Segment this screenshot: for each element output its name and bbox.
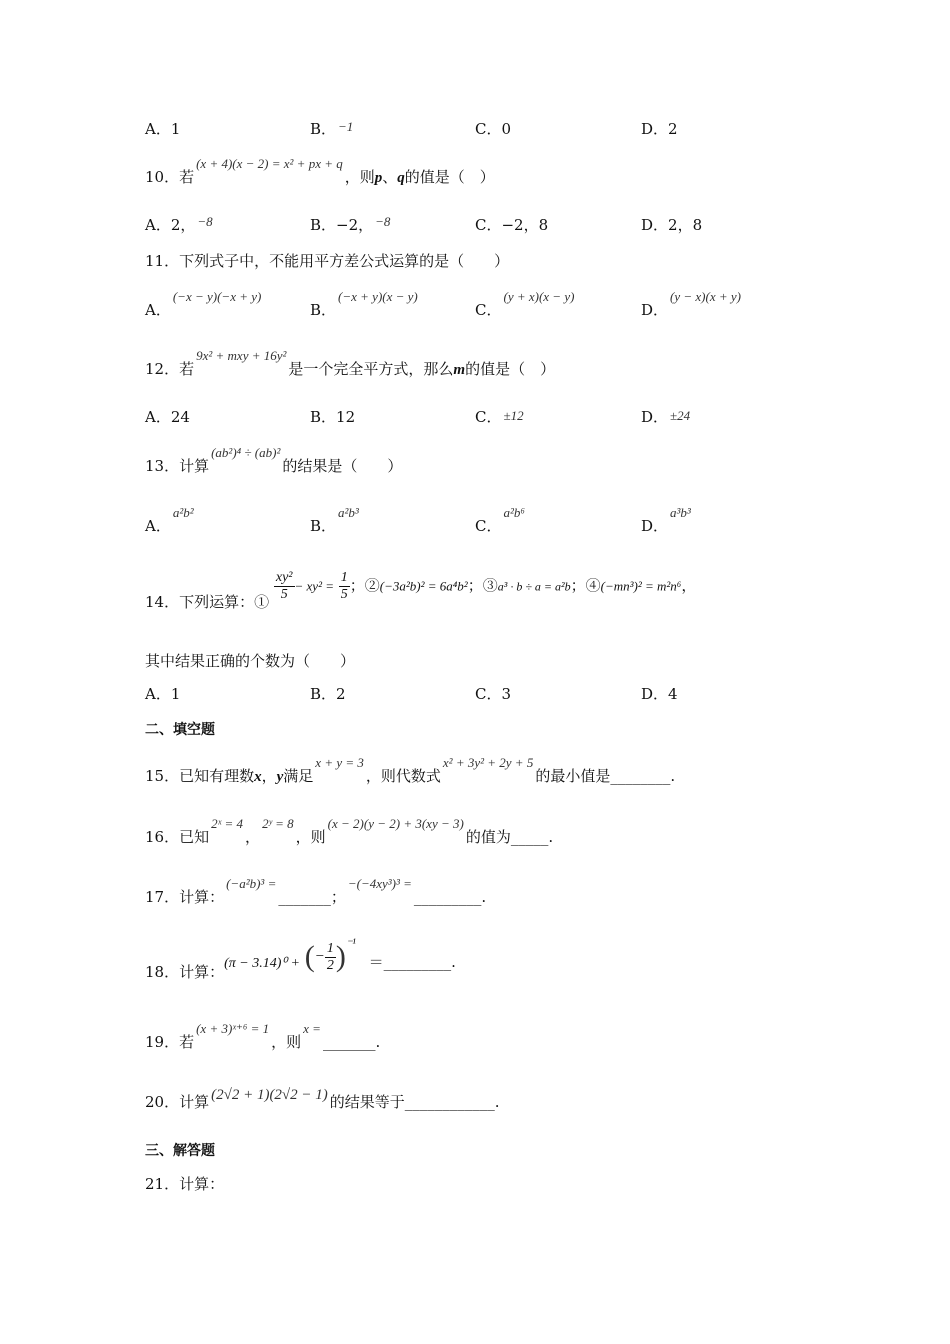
q15-number: 15．已知有理数	[145, 767, 255, 785]
q19-mid: ，则	[271, 1033, 302, 1051]
q18-fraction	[325, 941, 336, 974]
q9-option-b-label: B．	[310, 120, 337, 138]
q14-number: 14．下列运算：①	[145, 592, 270, 611]
q13-option-a-label: A．	[145, 517, 171, 535]
q9-option-a: A．1	[145, 120, 181, 138]
q17-blank-2: _________.	[413, 888, 487, 906]
q10-option-b	[310, 214, 392, 235]
q14-end: ，	[681, 576, 697, 595]
q13-option-a	[145, 505, 196, 536]
q12-var-m: m	[453, 362, 466, 378]
q19-blank: _______.	[322, 1033, 381, 1051]
q9-option-b-math: −1	[338, 119, 354, 134]
q10-option-b-label: B．−2，	[310, 216, 374, 234]
q9-option-d: D．2	[641, 120, 678, 138]
q11-option-b-label: B．	[310, 301, 337, 319]
question-21: 21．计算：	[145, 1175, 225, 1193]
question-15	[145, 755, 676, 786]
q14-expression-2: (−3a²b)² = 6a⁴b²	[379, 578, 468, 594]
q19-expression-1: (x + 3)ˣ⁺⁶ = 1	[196, 1021, 270, 1036]
q12-option-b: B．12	[310, 408, 356, 426]
question-20	[145, 1087, 500, 1112]
q16-text: 的值为_____.	[465, 828, 554, 846]
q20-blank: 的结果等于____________.	[329, 1093, 500, 1111]
q12-option-c	[475, 406, 526, 427]
q18-number: 18．计算：	[145, 963, 225, 981]
q11-option-d-math: (y − x)(x + y)	[670, 289, 741, 304]
question-13	[145, 445, 403, 476]
q10-var-p: p	[374, 170, 383, 186]
q15-mid: 满足	[283, 767, 314, 785]
q10-option-c: C．−2，8	[475, 216, 549, 234]
q10-option-a	[145, 214, 215, 235]
q13-option-b	[310, 505, 361, 536]
question-14	[145, 570, 697, 611]
q14-sep-4: ；④	[570, 576, 601, 595]
section-fill-in-blank: 二、填空题	[145, 722, 215, 738]
q14-mid-1: − xy² =	[294, 578, 334, 594]
q15-expression-1: x + y = 3	[315, 755, 364, 770]
q13-option-b-label: B．	[310, 517, 337, 535]
q14-sep-2: ；②	[349, 576, 380, 595]
question-10	[145, 156, 495, 187]
q18-fraction-den: 2	[326, 957, 334, 973]
q9-option-b	[310, 118, 355, 139]
q12-number: 12．若	[145, 360, 195, 378]
question-12	[145, 348, 556, 379]
q14-sep-3: ；③	[467, 576, 498, 595]
q16-comma-1: ，	[245, 828, 261, 846]
q13-option-c	[475, 505, 527, 536]
q15-comma: ，	[261, 767, 277, 785]
q15-var-y: y	[276, 769, 284, 785]
q20-number: 20．计算	[145, 1093, 210, 1111]
q17-number: 17．计算：	[145, 888, 225, 906]
q14-option-b: B．2	[310, 685, 346, 703]
q15-text-b: 的最小值是________.	[535, 767, 676, 785]
q14-option-d: D．4	[641, 685, 678, 703]
q11-option-c	[475, 289, 576, 320]
q13-option-d	[641, 505, 693, 536]
q17-expression-2: −(−4xy³)³ =	[347, 876, 412, 891]
q11-option-c-label: C．	[475, 301, 502, 319]
question-18: 18．计算：(π − 3.14)⁰ + (− $\frac{1}{2}$ )$^{^{-1}}$ ＝_________.	[145, 936, 456, 981]
q11-option-c-math: (y + x)(x − y)	[503, 289, 575, 304]
q11-option-b	[310, 289, 420, 320]
q12-option-c-label: C．	[475, 408, 502, 426]
q19-expression-2: x =	[303, 1021, 321, 1036]
q12-option-d	[641, 406, 692, 427]
q12-option-d-label: D．	[641, 408, 669, 426]
q18-blank: ＝_________.	[368, 953, 456, 971]
q16-comma-2: ，则	[295, 828, 326, 846]
q13-number: 13．计算	[145, 457, 210, 475]
q12-option-c-math: ±12	[503, 408, 524, 423]
q19-number: 19．若	[145, 1033, 195, 1051]
q14-fraction-2	[339, 570, 350, 603]
q13-option-b-math: a²b³	[338, 505, 359, 520]
question-11: 11．下列式子中，不能用平方差公式运算的是（ ）	[145, 252, 510, 270]
q14-fraction-1	[274, 570, 295, 603]
q16-expression-1: 2ˣ = 4	[211, 816, 244, 831]
section-solutions: 三、解答题	[145, 1143, 215, 1159]
q13-option-d-label: D．	[641, 517, 669, 535]
q14-fraction-2-num: 1	[340, 570, 348, 585]
q14-line-2: 其中结果正确的个数为（ ）	[145, 652, 356, 670]
q14-option-a: A．1	[145, 685, 181, 703]
q18-exponent: ⁻¹	[345, 936, 356, 950]
q18-fraction-num: 1	[326, 940, 334, 956]
q17-expression-1: (−a²b)³ =	[226, 876, 277, 891]
q14-expression-3: a³ · b ÷ a = a²b	[497, 579, 571, 594]
q15-expression-2: x² + 3y² + 2y + 5	[442, 755, 534, 770]
q11-option-d	[641, 289, 743, 320]
q16-expression-3: (x − 2)(y − 2) + 3(xy − 3)	[327, 816, 464, 831]
q10-number: 10．若	[145, 168, 195, 186]
q11-option-b-math: (−x + y)(x − y)	[338, 289, 418, 304]
q16-expression-2: 2ʸ = 8	[262, 816, 294, 831]
q10-text-b: 的值是（ ）	[404, 168, 495, 186]
q14-fraction-2-den: 5	[340, 587, 348, 602]
q20-expression: (2√2 + 1)(2√2 − 1)	[211, 1087, 328, 1103]
q12-option-a: A．24	[145, 408, 190, 426]
q12-text-a: 是一个完全平方式，那么	[288, 360, 454, 378]
q10-var-q: q	[397, 170, 405, 186]
q14-option-c: C．3	[475, 685, 512, 703]
q12-option-d-math: ±24	[670, 408, 691, 423]
q11-option-a	[145, 289, 263, 320]
q18-expression-a: (π − 3.14)⁰ +	[224, 956, 300, 971]
q11-option-a-math: (−x − y)(−x + y)	[172, 289, 262, 304]
q13-text: 的结果是（ ）	[282, 457, 403, 475]
q11-option-d-label: D．	[641, 301, 669, 319]
q13-option-c-math: a²b⁶	[503, 505, 525, 520]
q14-fraction-1-den: 5	[280, 587, 288, 602]
q15-var-x: x	[254, 769, 262, 785]
q11-option-a-label: A．	[145, 301, 171, 319]
q17-blank-1: _______；	[278, 888, 346, 906]
q12-text-b: 的值是（ ）	[465, 360, 556, 378]
q10-text-a: ，则	[344, 168, 375, 186]
q10-option-a-math: −8	[197, 214, 213, 229]
q16-number: 16．已知	[145, 828, 210, 846]
q10-sep: 、	[382, 168, 398, 186]
q14-expression-4: (−mn³)² = m²n⁶	[600, 578, 682, 594]
q13-option-c-label: C．	[475, 517, 502, 535]
q10-option-a-label: A．2，	[145, 216, 196, 234]
q15-text-a: ，则代数式	[365, 767, 441, 785]
q9-option-c: C．0	[475, 120, 512, 138]
q10-option-d: D．2，8	[641, 216, 703, 234]
q13-option-a-math: a²b²	[172, 505, 194, 520]
q14-fraction-1-num: xy²	[275, 570, 293, 585]
q18-paren-close: )	[335, 940, 346, 973]
q18-paren-open: (	[304, 940, 315, 973]
q12-expression: 9x² + mxy + 16y²	[196, 348, 287, 363]
q10-option-b-math: −8	[375, 214, 391, 229]
q10-expression: (x + 4)(x − 2) = x² + px + q	[196, 156, 343, 171]
question-17	[145, 876, 487, 907]
q13-expression: (ab²)⁴ ÷ (ab)²	[211, 445, 281, 460]
q13-option-d-math: a³b³	[670, 505, 691, 520]
question-19	[145, 1021, 381, 1052]
question-16	[145, 816, 554, 847]
